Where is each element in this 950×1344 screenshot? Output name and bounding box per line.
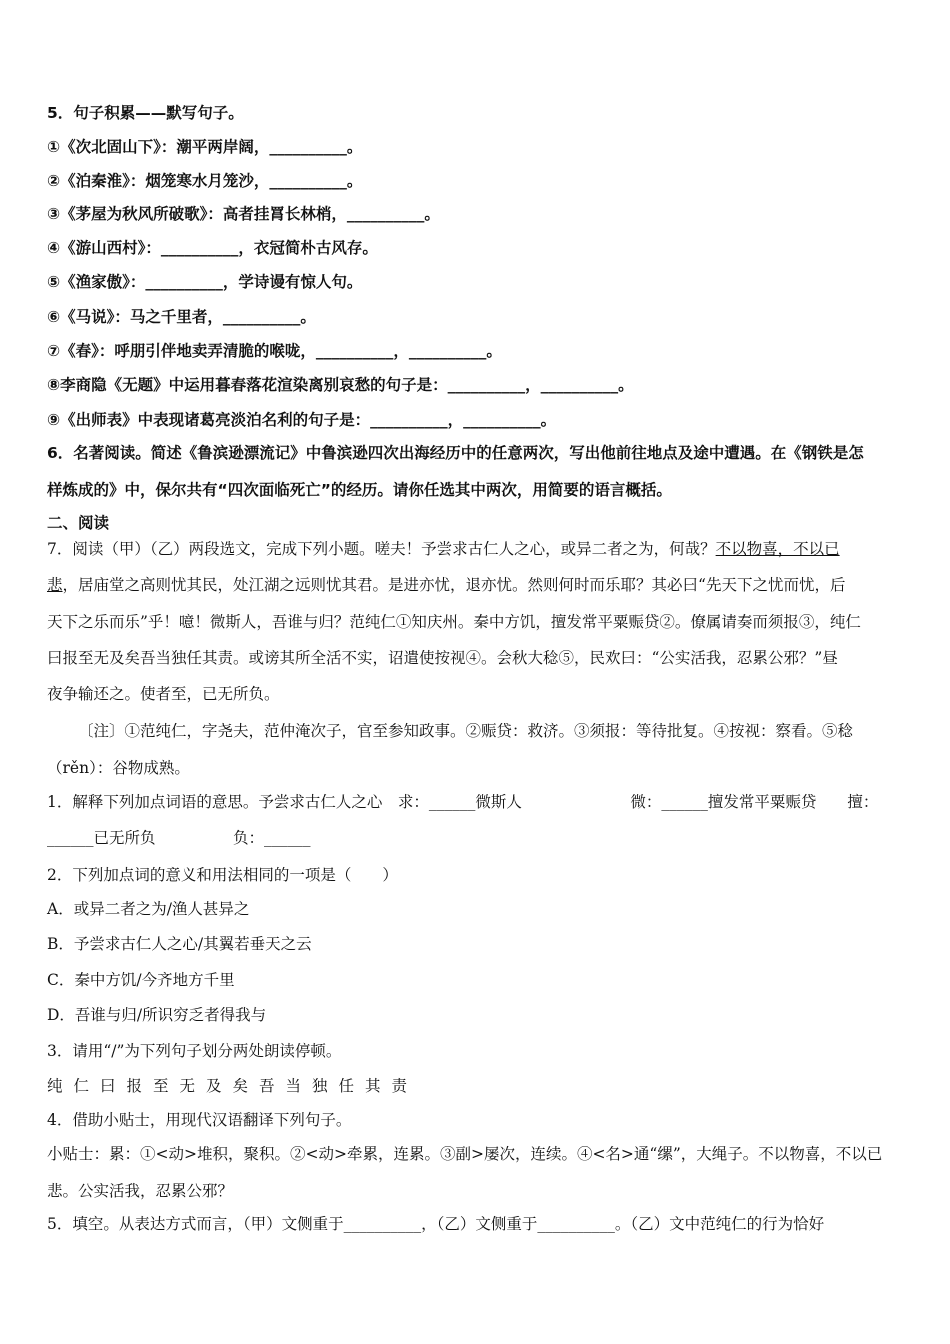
- text-line: [47, 684, 280, 704]
- text-line: [47, 204, 440, 224]
- text-segment: 3．请用“/”为下列句子划分两处朗读停顿。: [47, 1042, 342, 1060]
- text-line: [47, 934, 312, 954]
- text-line: [47, 1181, 233, 1201]
- text-segment: ______已无所负 负：______: [47, 829, 311, 847]
- text-line: [47, 341, 502, 361]
- text-line: [47, 410, 556, 430]
- text-segment: 小贴士：累：①<动>堆积，聚积。②<动>牵累，连累。③副>屡次，连续。④<名>通“缧”，大绳子。不以物喜，不以已: [47, 1145, 883, 1163]
- text-segment: 〔注〕①范纯仁，字尧夫，范仲淹次子，官至参知政事。②赈贷：救济。③须报：等待批复。④按视：察看。⑤稔: [78, 722, 854, 740]
- text-segment: 5．句子积累——默写句子。: [47, 104, 244, 122]
- text-line: [47, 480, 672, 500]
- text-line: [47, 375, 634, 395]
- text-line: [47, 1144, 882, 1164]
- text-line: [47, 970, 235, 990]
- underlined-text: 悲: [47, 576, 63, 594]
- text-segment: 2．下列加点词的意义和用法相同的一项是（ ）: [47, 866, 398, 884]
- text-line: [47, 1005, 266, 1025]
- text-line: [47, 899, 249, 919]
- text-line: [47, 1110, 351, 1130]
- text-line: [47, 307, 316, 327]
- text-segment: ⑧李商隐《无题》中运用暮春落花渲染离别哀愁的句子是：__________，__________。: [47, 376, 634, 394]
- text-line: [47, 1041, 341, 1061]
- text-line: [47, 238, 378, 258]
- text-line: [47, 443, 864, 463]
- text-line: [47, 513, 109, 533]
- text-line: [47, 1214, 824, 1234]
- text-line: [47, 758, 190, 778]
- text-segment: 天下之乐而乐”乎！噫！微斯人，吾谁与归？范纯仁①知庆州。秦中方饥，擅发常平粟赈贷②。僚属请奏而须报③，纯仁: [47, 613, 861, 631]
- text-line: [78, 721, 853, 741]
- text-segment: 4．借助小贴士，用现代汉语翻译下列句子。: [47, 1111, 352, 1129]
- text-segment: 6．名著阅读。简述《鲁滨逊漂流记》中鲁滨逊四次出海经历中的任意两次，写出他前往地点及途中遭遇。在《钢铁是怎: [47, 444, 864, 462]
- text-line: [47, 575, 845, 595]
- text-segment: A．或异二者之为/渔人甚异之: [47, 900, 250, 918]
- text-line: [47, 272, 362, 292]
- text-segment: 悲。公实活我，忍累公邪？: [47, 1182, 234, 1200]
- text-segment: 样炼成的》中，保尔共有“四次面临死亡”的经历。请你任选其中两次，用简要的语言概括。: [47, 481, 672, 499]
- text-line: [47, 648, 838, 668]
- text-segment: ④《游山西村》：__________，衣冠简朴古风存。: [47, 239, 378, 257]
- text-segment: 曰报至无及矣吾当独任其责。或谤其所全活不实，诏遣使按视④。会秋大稔⑤，民欢曰：“公实活我，忍累公邪？”昼: [47, 649, 838, 667]
- text-segment: ③《茅屋为秋风所破歌》：高者挂罥长林梢，__________。: [47, 205, 440, 223]
- text-segment: 7．阅读（甲）（乙）两段选文，完成下列小题。嗟夫！予尝求古仁人之心，或异二者之为，何哉？: [47, 540, 716, 558]
- text-line: [47, 103, 244, 123]
- text-segment: ②《泊秦淮》：烟笼寒水月笼沙，__________。: [47, 172, 363, 190]
- text-segment: 纯仁曰报至无及矣吾当独任其责: [47, 1077, 419, 1095]
- text-segment: ⑤《渔家傲》：__________，学诗谩有惊人句。: [47, 273, 363, 291]
- text-segment: C．秦中方饥/今齐地方千里: [47, 971, 235, 989]
- text-segment: D．吾谁与归/所识穷乏者得我与: [47, 1006, 267, 1024]
- text-line: [47, 612, 861, 632]
- text-line: [47, 137, 362, 157]
- text-segment: B．予尝求古仁人之心/其翼若垂天之云: [47, 935, 312, 953]
- text-segment: （rěn）：谷物成熟。: [47, 759, 190, 777]
- text-segment: ⑥《马说》：马之千里者，__________。: [47, 308, 316, 326]
- text-line: [47, 865, 398, 885]
- text-segment: 1．解释下列加点词语的意思。予尝求古仁人之心 求：______微斯人 微：______擅发常平粟赈贷 擅：: [47, 793, 879, 811]
- text-segment: 二、阅读: [47, 514, 110, 532]
- text-segment: ①《次北固山下》：潮平两岸阔，__________。: [47, 138, 363, 156]
- text-line: [47, 171, 362, 191]
- text-line: [47, 1076, 418, 1096]
- text-line: [47, 539, 840, 559]
- text-line: [47, 792, 878, 812]
- text-segment: 5．填空。从表达方式而言，（甲）文侧重于__________，（乙）文侧重于__________。（乙）文中范纯仁的行为恰好: [47, 1215, 825, 1233]
- underlined-text: 不以物喜，不以已: [715, 540, 840, 558]
- text-segment: ⑨《出师表》中表现诸葛亮淡泊名利的句子是：__________，__________。: [47, 411, 557, 429]
- text-segment: 夜争输还之。使者至，已无所负。: [47, 685, 280, 703]
- text-segment: ⑦《春》：呼朋引伴地卖弄清脆的喉咙，__________，__________。: [47, 342, 502, 360]
- text-segment: ，居庙堂之高则忧其民，处江湖之远则忧其君。是进亦忧，退亦忧。然则何时而乐耶？其必曰“先天下之忧而忧，后: [62, 576, 846, 594]
- text-line: [47, 828, 311, 848]
